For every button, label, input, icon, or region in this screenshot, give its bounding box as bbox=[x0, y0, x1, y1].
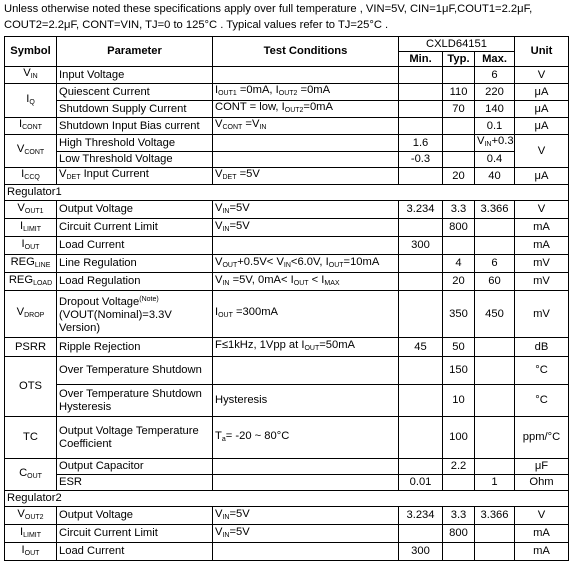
cond-cell bbox=[213, 152, 399, 168]
param-cell: Circuit Current Limit bbox=[57, 525, 213, 543]
unit-cell: mV bbox=[515, 273, 569, 291]
symbol-iq: $I_Q$ bbox=[5, 84, 57, 118]
cond-cell: $I_{OUT1} =0mA$, $I_{OUT2} =0mA$ bbox=[213, 84, 399, 101]
unit-cell: μA bbox=[515, 84, 569, 101]
table-row-vcont-low bbox=[5, 152, 569, 168]
typ-cell: 10 bbox=[443, 385, 475, 417]
param-cell: Load Current bbox=[57, 543, 213, 561]
typ-cell bbox=[443, 237, 475, 255]
max-cell: 0.1 bbox=[475, 118, 515, 135]
table-row-vdrop bbox=[5, 291, 569, 338]
header-unit: Unit bbox=[515, 37, 569, 67]
param-cell: Input Voltage bbox=[57, 67, 213, 84]
table-row-vcont-high bbox=[5, 135, 569, 152]
max-cell: 140 bbox=[475, 101, 515, 118]
param-cell: Load Current bbox=[57, 237, 213, 255]
cond-cell: Hysteresis bbox=[213, 385, 399, 417]
min-cell bbox=[399, 67, 443, 84]
cond-cell bbox=[213, 67, 399, 84]
symbol-vin: $V_{IN}$ bbox=[5, 67, 57, 84]
table-row-iq bbox=[5, 84, 569, 101]
min-cell: 300 bbox=[399, 237, 443, 255]
min-cell bbox=[399, 84, 443, 101]
param-cell: Load Regulation bbox=[57, 273, 213, 291]
typ-cell: 150 bbox=[443, 357, 475, 385]
section-row-regulator1 bbox=[5, 185, 569, 201]
symbol-tc: TC bbox=[5, 417, 57, 459]
cond-cell: $V_{IN}=5V$ bbox=[213, 525, 399, 543]
typ-cell: 4 bbox=[443, 255, 475, 273]
max-cell bbox=[475, 417, 515, 459]
intro-line-2: COUT2=2.2μF, CONT=VIN, TJ=0 to 125°C . Typical values refer to TJ=25°C . bbox=[4, 18, 389, 31]
min-cell: 3.234 bbox=[399, 201, 443, 219]
unit-cell: V bbox=[515, 201, 569, 219]
max-cell bbox=[475, 543, 515, 561]
cond-cell: $V_{IN}=5V$ bbox=[213, 201, 399, 219]
param-cell: Quiescent Current bbox=[57, 84, 213, 101]
cond-cell: $V_{IN} =5V$, $0mA< I_{OUT} < I_{MAX}$ bbox=[213, 273, 399, 291]
typ-cell: 800 bbox=[443, 219, 475, 237]
table-row-ots-hysteresis bbox=[5, 385, 569, 417]
param-cell bbox=[57, 417, 213, 459]
typ-cell bbox=[443, 152, 475, 168]
param-line: (VOUT(Nominal)=3.3V bbox=[59, 309, 172, 321]
max-cell: 1 bbox=[475, 475, 515, 491]
unit-cell: mV bbox=[515, 291, 569, 338]
max-cell bbox=[475, 338, 515, 357]
unit-cell: Ohm bbox=[515, 475, 569, 491]
cond-cell bbox=[213, 459, 399, 475]
min-cell bbox=[399, 255, 443, 273]
param-line: Over Temperature Shutdown bbox=[59, 387, 202, 400]
table-row-vout2 bbox=[5, 507, 569, 525]
unit-cell: μF bbox=[515, 459, 569, 475]
cond-cell: $I_{OUT} =300mA$ bbox=[213, 291, 399, 338]
max-cell: 3.366 bbox=[475, 507, 515, 525]
symbol-iccq: $I_{CCQ}$ bbox=[5, 168, 57, 185]
max-cell: 6 bbox=[475, 67, 515, 84]
intro-line-1: Unless otherwise noted these specifications apply over full temperature , VIN=5V, CIN=1μF,COUT1=2.2μF, bbox=[4, 3, 533, 15]
table-row-shutdown-supply bbox=[5, 101, 569, 118]
intro-text bbox=[4, 2, 570, 33]
max-cell: 0.4 bbox=[475, 152, 515, 168]
param-cell: Low Threshold Voltage bbox=[57, 152, 213, 168]
max-cell bbox=[475, 237, 515, 255]
max-cell bbox=[475, 385, 515, 417]
spec-table bbox=[4, 36, 569, 561]
min-cell bbox=[399, 385, 443, 417]
param-cell bbox=[57, 385, 213, 417]
typ-cell: 800 bbox=[443, 525, 475, 543]
unit-cell: ppm/°C bbox=[515, 417, 569, 459]
table-row-vout1 bbox=[5, 201, 569, 219]
unit-cell: °C bbox=[515, 385, 569, 417]
max-cell: 450 bbox=[475, 291, 515, 338]
symbol-ilimit: $I_{LIMIT}$ bbox=[5, 219, 57, 237]
max-cell bbox=[475, 357, 515, 385]
symbol-iout: $I_{OUT}$ bbox=[5, 237, 57, 255]
param-cell: Line Regulation bbox=[57, 255, 213, 273]
table-row-regline bbox=[5, 255, 569, 273]
param-cell: High Threshold Voltage bbox=[57, 135, 213, 152]
cond-cell bbox=[213, 237, 399, 255]
cond-cell: F≤1kHz, 1Vpp at $I_{OUT}=50mA$ bbox=[213, 338, 399, 357]
header-max: Max. bbox=[475, 52, 515, 67]
cond-cell: $V_{DET} =5V$ bbox=[213, 168, 399, 185]
cond-cell bbox=[213, 135, 399, 152]
param-cell: Shutdown Input Bias current bbox=[57, 118, 213, 135]
table-row-ilimit1 bbox=[5, 219, 569, 237]
table-row-esr bbox=[5, 475, 569, 491]
typ-cell: 110 bbox=[443, 84, 475, 101]
min-cell: 1.6 bbox=[399, 135, 443, 152]
min-cell bbox=[399, 459, 443, 475]
header-parameter: Parameter bbox=[57, 37, 213, 67]
symbol-cout: $C_{OUT}$ bbox=[5, 459, 57, 491]
min-cell bbox=[399, 219, 443, 237]
table-row-ots bbox=[5, 357, 569, 385]
unit-cell: V bbox=[515, 507, 569, 525]
header-device: CXLD64151 bbox=[399, 37, 515, 52]
typ-cell: 3.3 bbox=[443, 507, 475, 525]
typ-cell bbox=[443, 543, 475, 561]
max-cell: 6 bbox=[475, 255, 515, 273]
param-cell: Shutdown Supply Current bbox=[57, 101, 213, 118]
param-cell: Output Capacitor bbox=[57, 459, 213, 475]
symbol-vdrop: $V_{DROP}$ bbox=[5, 291, 57, 338]
table-row-iout1 bbox=[5, 237, 569, 255]
unit-cell: V bbox=[515, 67, 569, 84]
param-cell: Over Temperature Shutdown bbox=[57, 357, 213, 385]
min-cell: 300 bbox=[399, 543, 443, 561]
param-line: Coefficient bbox=[59, 437, 112, 450]
unit-cell: V bbox=[515, 135, 569, 168]
param-cell: $V_{DET}$ Input Current bbox=[57, 168, 213, 185]
typ-cell bbox=[443, 135, 475, 152]
symbol-regline: $REG_{LINE}$ bbox=[5, 255, 57, 273]
cond-cell bbox=[213, 357, 399, 385]
symbol-regload: $REG_{LOAD}$ bbox=[5, 273, 57, 291]
param-line: Hysteresis bbox=[59, 400, 112, 413]
table-row-regload bbox=[5, 273, 569, 291]
min-cell: 0.01 bbox=[399, 475, 443, 491]
param-cell: Output Voltage bbox=[57, 201, 213, 219]
cond-cell: $V_{CONT} =V_{IN}$ bbox=[213, 118, 399, 135]
param-line: Dropout Voltage bbox=[59, 296, 140, 308]
min-cell bbox=[399, 168, 443, 185]
header-test-conditions: Test Conditions bbox=[213, 37, 399, 67]
param-cell-dropout bbox=[57, 291, 213, 338]
cond-cell: $V_{IN}=5V$ bbox=[213, 507, 399, 525]
min-cell bbox=[399, 525, 443, 543]
cond-cell: $V_{OUT}+0.5V< V_{IN}<6.0V$, $I_{OUT}=10mA$ bbox=[213, 255, 399, 273]
cond-cell: CONT = low, $I_{OUT2}=0mA$ bbox=[213, 101, 399, 118]
min-cell: 3.234 bbox=[399, 507, 443, 525]
cond-cell bbox=[213, 543, 399, 561]
min-cell bbox=[399, 273, 443, 291]
cond-cell: $T_a= -20$ ~ 80°C bbox=[213, 417, 399, 459]
section-label: Regulator1 bbox=[5, 185, 569, 201]
max-cell: 3.366 bbox=[475, 201, 515, 219]
typ-cell: 350 bbox=[443, 291, 475, 338]
cond-cell: $V_{IN}=5V$ bbox=[213, 219, 399, 237]
param-line: Output Voltage Temperature bbox=[59, 424, 199, 437]
typ-cell: 50 bbox=[443, 338, 475, 357]
table-row-psrr bbox=[5, 338, 569, 357]
section-row-regulator2 bbox=[5, 491, 569, 507]
min-cell bbox=[399, 291, 443, 338]
symbol-vout2: $V_{OUT2}$ bbox=[5, 507, 57, 525]
symbol-psrr: PSRR bbox=[5, 338, 57, 357]
max-cell: 60 bbox=[475, 273, 515, 291]
symbol-ilimit: $I_{LIMIT}$ bbox=[5, 525, 57, 543]
max-cell: 40 bbox=[475, 168, 515, 185]
symbol-ots: OTS bbox=[5, 357, 57, 417]
table-row-vin bbox=[5, 67, 569, 84]
header-min: Min. bbox=[399, 52, 443, 67]
unit-cell: mV bbox=[515, 255, 569, 273]
unit-cell: mA bbox=[515, 237, 569, 255]
header-typ: Typ. bbox=[443, 52, 475, 67]
typ-cell: 20 bbox=[443, 168, 475, 185]
min-cell bbox=[399, 357, 443, 385]
unit-cell: mA bbox=[515, 219, 569, 237]
table-row-tc bbox=[5, 417, 569, 459]
max-cell: 220 bbox=[475, 84, 515, 101]
symbol-iout: $I_{OUT}$ bbox=[5, 543, 57, 561]
min-cell: -0.3 bbox=[399, 152, 443, 168]
table-row-icont bbox=[5, 118, 569, 135]
typ-cell bbox=[443, 475, 475, 491]
min-cell: 45 bbox=[399, 338, 443, 357]
param-cell: Output Voltage bbox=[57, 507, 213, 525]
symbol-vout1: $V_{OUT1}$ bbox=[5, 201, 57, 219]
typ-cell bbox=[443, 118, 475, 135]
param-cell: Ripple Rejection bbox=[57, 338, 213, 357]
typ-cell: 100 bbox=[443, 417, 475, 459]
max-cell bbox=[475, 525, 515, 543]
table-row-iout2 bbox=[5, 543, 569, 561]
typ-cell: 2.2 bbox=[443, 459, 475, 475]
table-row-iccq bbox=[5, 168, 569, 185]
unit-cell: mA bbox=[515, 525, 569, 543]
typ-cell: 3.3 bbox=[443, 201, 475, 219]
min-cell bbox=[399, 101, 443, 118]
unit-cell: μA bbox=[515, 118, 569, 135]
symbol-icont: $I_{CONT}$ bbox=[5, 118, 57, 135]
header-symbol: Symbol bbox=[5, 37, 57, 67]
typ-cell: 70 bbox=[443, 101, 475, 118]
unit-cell: mA bbox=[515, 543, 569, 561]
param-line: Version) bbox=[59, 322, 101, 334]
max-cell bbox=[475, 459, 515, 475]
table-row-cout bbox=[5, 459, 569, 475]
max-cell bbox=[475, 219, 515, 237]
min-cell bbox=[399, 118, 443, 135]
param-cell: Circuit Current Limit bbox=[57, 219, 213, 237]
unit-cell: μA bbox=[515, 101, 569, 118]
unit-cell: °C bbox=[515, 357, 569, 385]
symbol-vcont: $V_{CONT}$ bbox=[5, 135, 57, 168]
cond-cell bbox=[213, 475, 399, 491]
unit-cell: μA bbox=[515, 168, 569, 185]
section-label: Regulator2 bbox=[5, 491, 569, 507]
unit-cell: dB bbox=[515, 338, 569, 357]
max-cell: $V_{IN}+0.3$ bbox=[475, 135, 515, 152]
param-cell: ESR bbox=[57, 475, 213, 491]
table-row-ilimit2 bbox=[5, 525, 569, 543]
min-cell bbox=[399, 417, 443, 459]
typ-cell: 20 bbox=[443, 273, 475, 291]
typ-cell bbox=[443, 67, 475, 84]
note-marker: (Note) bbox=[139, 296, 159, 303]
